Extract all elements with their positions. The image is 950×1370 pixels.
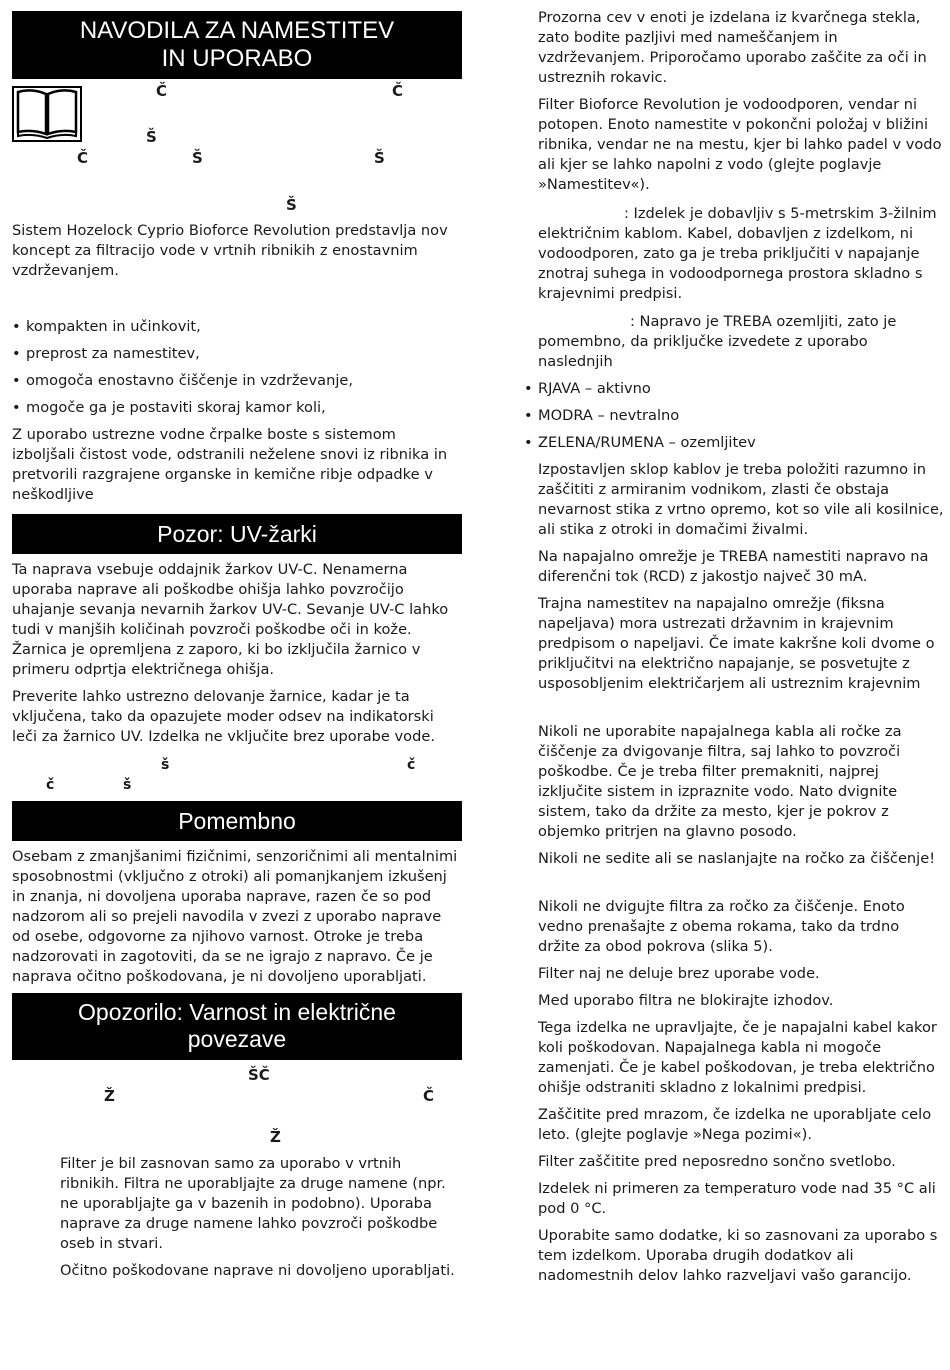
carry-paragraph: Nikoli ne dvigujte filtra za ročko za čiščenje. Enoto vedno prenašajte z obema rokama, tako da trdno držite za obod pokrova (slika 5). [538,898,905,955]
glyph-fragment: č [407,757,416,773]
list-item: • mogoče ga je postaviti skoraj kamor koli, [12,398,462,418]
rcd-paragraph: Na napajalno omrežje je TREBA namestiti napravo na diferenčni tok (RCD) z jakostjo največ 30 mA. [538,548,929,585]
frost-paragraph: Zaščitite pred mrazom, če izdelka ne uporabljate celo leto. (glejte poglavje »Nega pozimi«). [538,1106,932,1143]
no-dry-run-paragraph: Filter naj ne deluje brez uporabe vode. [538,965,820,982]
accessories-paragraph: Uporabite samo dodatke, ki so zasnovani za uporabo s tem izdelkom. Uporaba drugih dodatkov ali nadomestnih delov lahko razveljavi vašo garancijo. [538,1227,938,1284]
wire-list [524,379,944,453]
list-item: • RJAVA – aktivno [524,379,944,399]
left-column [12,11,462,1279]
glyph-fragment: Š [192,149,203,167]
glyph-fragment: Š [286,196,297,214]
temperature-paragraph: Izdelek ni primeren za temperaturo vode nad 35 °C ali pod 0 °C. [538,1180,936,1217]
list-item: • omogoča enostavno čiščenje in vzdrževanje, [12,371,462,391]
earth-paragraph: : Napravo je TREBA ozemljiti, zato je pomembno, da priključke izvedete z uporabo naslednjih [538,313,897,370]
main-title [12,11,462,79]
outlets-paragraph: Med uporabo filtra ne blokirajte izhodov. [538,992,834,1009]
warning-paragraph-1: Filter je bil zasnovan samo za uporabo v vrtnih ribnikih. Filtra ne uporabljajte za druge namene (npr. ne uporabljajte ga v bazenih in podobno). Uporaba naprave za druge namene lahko povzroči poškodbe oseb in stvari. [60,1155,446,1252]
main-title-line1: NAVODILA ZA NAMESTITEV [79,17,395,44]
list-item: • MODRA – nevtralno [524,406,944,426]
glyph-fragment: č [46,777,55,793]
lifting-paragraph: Nikoli ne uporabite napajalnega kabla ali ročke za čiščenje za dvigovanje filtra, saj lahko to povzroči poškodbe. Če je treba filter premakniti, najprej izključite sistem in izpraznite vodo. Nato dvignite sistem, tako da držite za mesto, kjer je pokrov z objemko pritrjen na glavno posodo. [538,723,902,840]
warning-heading-line2: povezave [187,1026,287,1052]
list-item: • kompakten in učinkovit, [12,317,462,337]
warning-heading-line1: Opozorilo: Varnost in električne [78,999,396,1025]
glyph-fragment: š [161,757,170,773]
glyph-fragment: Č [423,1087,435,1105]
glyph-fragment: š [123,777,132,793]
uv-paragraph-2: Preverite lahko ustrezno delovanje žarnice, kadar je ta vključena, tako da opazujete moder odsev na indikatorski leči za žarnico UV. Izdelka ne vključite brez uporabe vode. [12,688,435,745]
important-heading: Pomembno [12,801,462,841]
no-sit-paragraph: Nikoli ne sedite ali se naslanjajte na ročko za čiščenje! [538,850,936,867]
intro-paragraph: Sistem Hozelock Cyprio Bioforce Revolution predstavlja nov koncept za filtracijo vode v vrtnih ribnikih z enostavnim vzdrževanjem. [12,222,448,279]
waterproof-paragraph: Filter Bioforce Revolution je vodoodporen, vendar ni potopen. Enoto namestite v pokončni položaj v bližini ribnika, vendar ne na mestu, kjer bi lahko padel v vodo ali kjer se lahko napolni z vodo (glejte poglavje »Namestitev«). [538,96,942,193]
uv-heading: Pozor: UV-žarki [12,514,462,554]
cable-routing-paragraph: Izpostavljen sklop kablov je treba položiti razumno in zaščititi z armiranim vodnikom, zlasti če obstaja nevarnost stika z vrtno opremo, kot so vile ali kosilnice, ali stika z otroki in domačimi živalmi. [538,461,944,538]
important-paragraph: Osebam z zmanjšanimi fizičnimi, senzoričnimi ali mentalnimi sposobnostmi (vključno z otroki) ali pomanjkanjem izkušenj in znanja, ni dovoljena uporaba naprave, razen če so pod nadzorom ali so prejeli navodila v zvezi z uporabo naprave od osebe, odgovorne za njihovo varnost. Otroke je treba nadzorovati in zagotoviti, da se ne igrajo z napravo. Če je naprava očitno poškodovana, je ni dovoljeno uporabljati. [12,848,458,985]
glyph-fragment: ŠČ [248,1066,270,1084]
glyph-fragment: Š [146,128,157,146]
warning-paragraph-2: Očitno poškodovane naprave ni dovoljeno uporabljati. [60,1262,455,1279]
glyph-fragment: Ž [104,1087,115,1105]
quartz-paragraph: Prozorna cev v enoti je izdelana iz kvarčnega stekla, zato bodite pazljivi med nameščanjem in vzdrževanjem. Priporočamo uporabo zaščite za oči in ustreznih rokavic. [538,9,927,86]
cable-paragraph: : Izdelek je dobavljiv s 5-metrskim 3-žilnim električnim kablom. Kabel, dobavljen z izdelkom, ni vodoodporen, zato ga je treba priključiti v napajanje znotraj suhega in vodoodpornega prostora skladno s krajevnimi predpisi. [538,205,937,302]
glyph-fragment: Š [374,149,385,167]
book-icon [12,84,82,142]
glyph-fragment: Č [77,149,89,167]
glyph-fragment: Č [156,82,168,100]
main-title-line2: IN UPORABO [161,45,313,72]
feature-list [12,317,462,418]
glyph-fragment: Ž [270,1128,281,1146]
damaged-cable-paragraph: Tega izdelka ne upravljajte, če je napajalni kabel kakor koli poškodovan. Napajalnega kabla ni mogoče zamenjati. Če je kabel poškodovan, je treba električno ohišje odstraniti skladno z lokalnimi predpisi. [538,1019,937,1096]
permanent-install-paragraph: Trajna namestitev na napajalno omrežje (fiksna napeljava) mora ustrezati državnim in krajevnim predpisom o napeljavi. Če imate kakršne koli dvome o priključitvi na električno napajanje, se posvetujte z usposobljenim električarjem ali ustreznim krajevnim [538,595,935,692]
glyph-fragment: Č [392,82,404,100]
warning-heading [12,993,462,1060]
summary-paragraph: Z uporabo ustrezne vodne črpalke boste s sistemom izboljšali čistost vode, odstranili neželene snovi iz ribnika in pretvorili razgrajene organske in kemične ribje odpadke v neškodljive [12,426,448,503]
list-item: • preprost za namestitev, [12,344,462,364]
list-item: • ZELENA/RUMENA – ozemljitev [524,433,944,453]
uv-paragraph-1: Ta naprava vsebuje oddajnik žarkov UV-C. Nenamerna uporaba naprave ali poškodbe ohišja lahko povzročijo uhajanje sevanja nevarnih žarkov UV-C. Sevanje UV-C lahko tudi v manjših količinah povzroči poškodbe oči in kože. Žarnica je opremljena z zaporo, ki bo izključila žarnico v primeru odprtja električnega ohišja. [12,561,449,678]
sunlight-paragraph: Filter zaščitite pred neposredno sončno svetlobo. [538,1153,896,1170]
